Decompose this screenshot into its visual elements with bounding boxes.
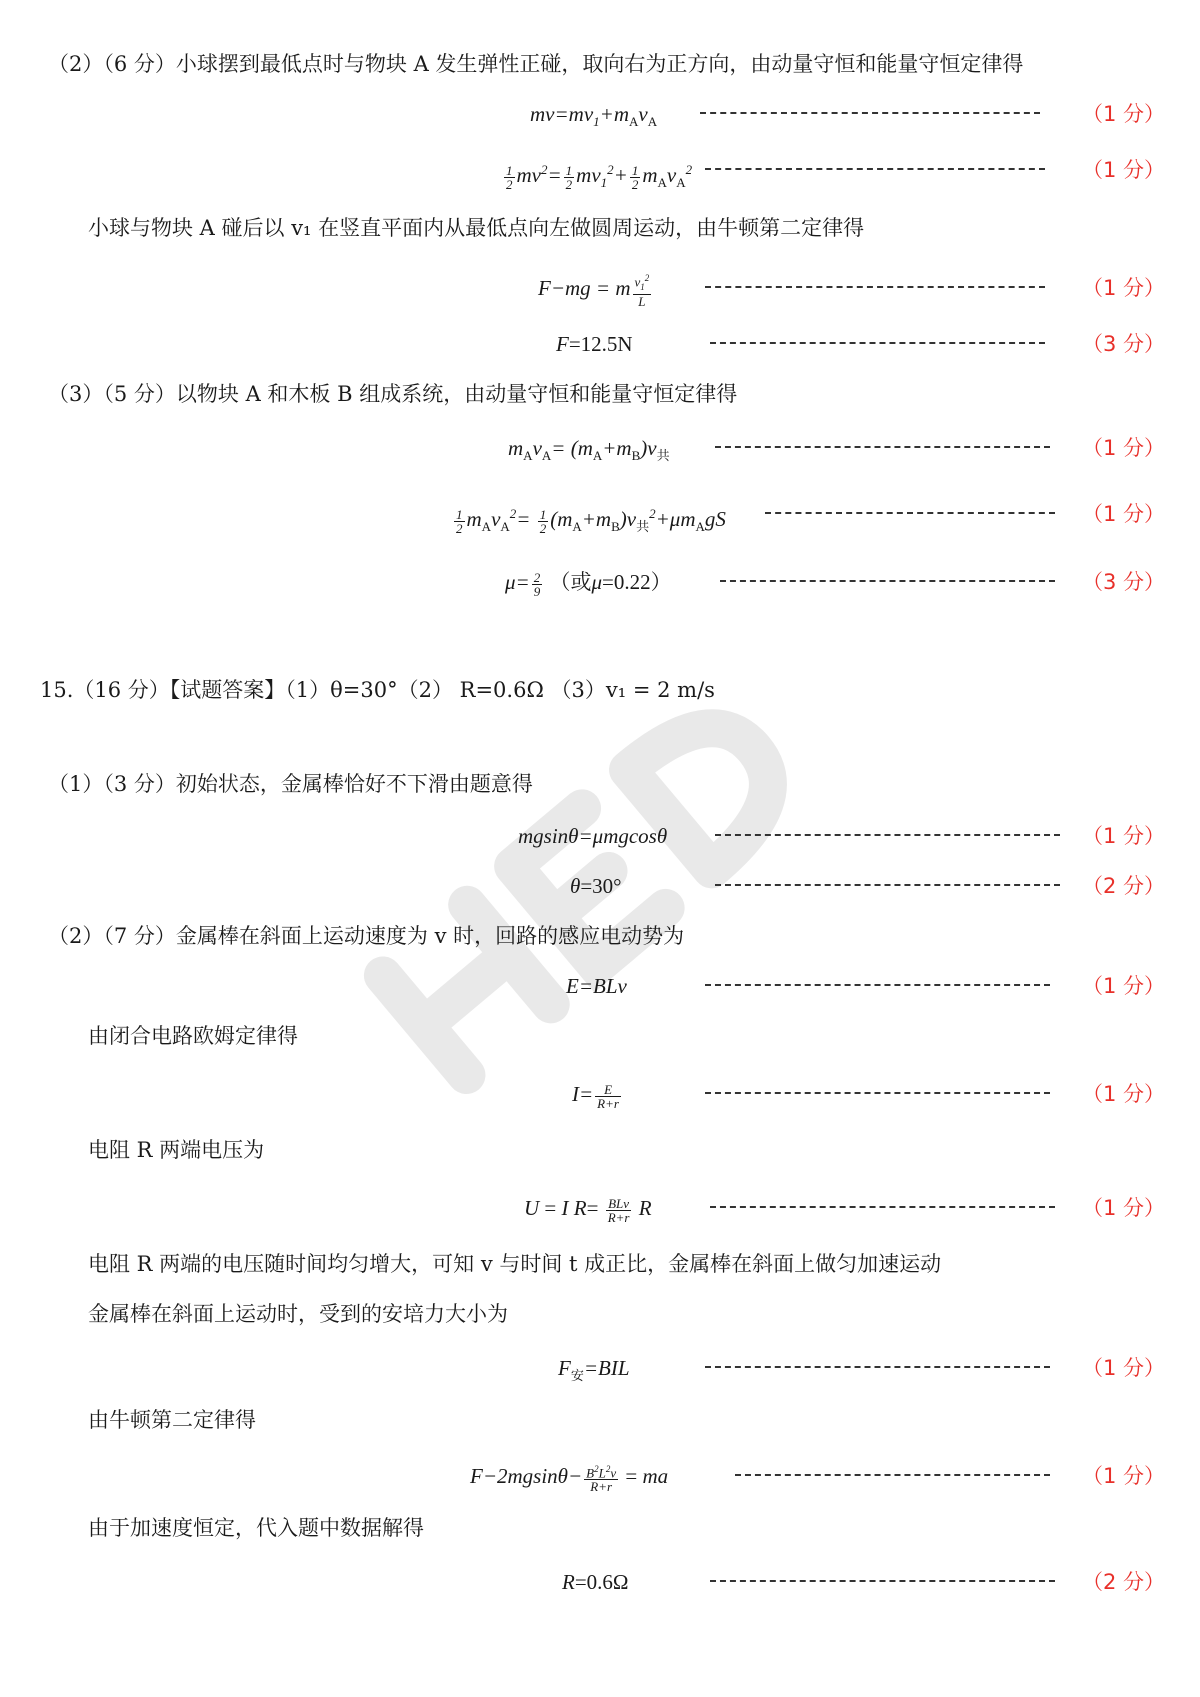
dash-leader xyxy=(715,834,1060,836)
score-label: （1 分） xyxy=(1082,502,1166,526)
p2-heading-line xyxy=(0,44,1200,84)
formula-common-momentum: $m_Av_A= (m_A+m_B)v_共$ xyxy=(508,436,670,464)
formula-line-3 xyxy=(0,268,1200,308)
score-label: （1 分） xyxy=(1082,1196,1166,1220)
solve-line xyxy=(0,1508,1200,1548)
formula-line-2 xyxy=(0,150,1200,190)
formula-energy: $\frac{1}{2}$ $mv^2=$ $\frac{1}{2}$ $mv_1^2+$ $\frac{1}{2}$ $m_Av_A^2$ xyxy=(506,162,693,192)
formula-line-14 xyxy=(0,1456,1200,1496)
uniform-line xyxy=(0,1244,1200,1284)
q15-heading: 15.（16 分）【试题答案】（1）θ=30°（2） R=0.6Ω （3）v₁ = 2 m/s xyxy=(40,678,715,702)
formula-tension: F=12.5N xyxy=(556,332,633,356)
score-label: （2 分） xyxy=(1082,1570,1166,1594)
dash-leader xyxy=(765,512,1055,514)
voltage-line xyxy=(0,1130,1200,1170)
formula-resistance: R=0.6Ω xyxy=(562,1570,629,1594)
dash-leader xyxy=(705,984,1050,986)
p2-after-text: 小球与物块 A 碰后以 v₁ 在竖直平面内从最低点向左做圆周运动，由牛顿第二定律得 xyxy=(88,216,865,240)
formula-ampere-force: $F_安=BIL$ xyxy=(558,1356,630,1384)
score-label: （1 分） xyxy=(1082,824,1166,848)
formula-line-8 xyxy=(0,816,1200,856)
dash-leader xyxy=(705,1366,1050,1368)
dash-leader xyxy=(715,884,1060,886)
score-label: （1 分） xyxy=(1082,1356,1166,1380)
score-label: （1 分） xyxy=(1082,1464,1166,1488)
dash-leader xyxy=(735,1474,1050,1476)
formula-newton: F−2mgsinθ− $\frac{B^2L^2v}{R+r}$ = ma xyxy=(470,1464,669,1495)
formula-current: I= $\frac{E}{R+r}$ xyxy=(572,1081,619,1111)
dash-leader xyxy=(705,286,1045,288)
dash-leader xyxy=(710,1206,1055,1208)
score-label: （1 分） xyxy=(1082,158,1166,182)
score-label: （1 分） xyxy=(1082,436,1166,460)
score-label: （1 分） xyxy=(1082,1082,1166,1106)
formula-line-9 xyxy=(0,866,1200,906)
score-label: （1 分） xyxy=(1082,276,1166,300)
formula-line-12 xyxy=(0,1188,1200,1228)
formula-line-6 xyxy=(0,494,1200,534)
formula-line-4 xyxy=(0,324,1200,364)
formula-line-7 xyxy=(0,562,1200,602)
formula-friction-energy: $\frac{1}{2}$ $m_Av_A^2=$ $\frac{1}{2}$ $(m_A+m_B)v_共^2+\mu m_AgS$ xyxy=(456,506,726,536)
uniform-text: 电阻 R 两端的电压随时间均匀增大，可知 v 与时间 t 成正比，金属棒在斜面上做匀加速运动 xyxy=(88,1252,942,1276)
score-label: （2 分） xyxy=(1082,874,1166,898)
q15-2-heading: （2）（7 分）金属棒在斜面上运动速度为 v 时，回路的感应电动势为 xyxy=(48,924,685,948)
formula-mu: μ= $\frac{2}{9}$ （或μ=0.22） xyxy=(505,569,672,599)
dash-leader xyxy=(715,446,1050,448)
ohm-line xyxy=(0,1016,1200,1056)
formula-line-1 xyxy=(0,94,1200,134)
formula-emf: E=BLv xyxy=(566,974,627,998)
formula-circular: F−mg = m $\frac{v_1^2}{L}$ xyxy=(538,273,650,310)
score-label: （3 分） xyxy=(1082,570,1166,594)
formula-line-15 xyxy=(0,1562,1200,1602)
dash-leader xyxy=(700,112,1040,114)
q15-1-heading-line xyxy=(0,764,1200,804)
voltage-text: 电阻 R 两端电压为 xyxy=(88,1138,265,1162)
dash-leader xyxy=(705,168,1045,170)
p2-after-line xyxy=(0,208,1200,248)
score-label: （1 分） xyxy=(1082,974,1166,998)
formula-voltage: U = I R= $\frac{\text{BLv}}{R+r}$ R xyxy=(524,1195,652,1225)
ampere-text: 金属棒在斜面上运动时，受到的安培力大小为 xyxy=(88,1302,508,1326)
formula-momentum: $mv=mv_1+m_Av_A$ xyxy=(530,102,658,130)
formula-line-11 xyxy=(0,1074,1200,1114)
dash-leader xyxy=(710,342,1045,344)
ampere-line xyxy=(0,1294,1200,1334)
score-label: （3 分） xyxy=(1082,332,1166,356)
dash-leader xyxy=(720,580,1055,582)
formula-line-13 xyxy=(0,1348,1200,1388)
score-label: （1 分） xyxy=(1082,102,1166,126)
p2-heading: （2）（6 分）小球摆到最低点时与物块 A 发生弹性正碰，取向右为正方向，由动量守恒和能量守恒定律得 xyxy=(48,52,1024,76)
formula-theta: θ=30° xyxy=(570,874,622,898)
formula-static-friction: mgsinθ=μmgcosθ xyxy=(518,824,668,848)
formula-line-5 xyxy=(0,428,1200,468)
q15-1-heading: （1）（3 分）初始状态，金属棒恰好不下滑由题意得 xyxy=(48,772,533,796)
p3-heading-line xyxy=(0,374,1200,414)
q15-heading-line xyxy=(0,670,1200,710)
newton2-text: 由牛顿第二定律得 xyxy=(88,1408,256,1432)
dash-leader xyxy=(710,1580,1055,1582)
q15-2-heading-line xyxy=(0,916,1200,956)
dash-leader xyxy=(705,1092,1050,1094)
p3-heading: （3）（5 分）以物块 A 和木板 B 组成系统，由动量守恒和能量守恒定律得 xyxy=(48,382,738,406)
ohm-text: 由闭合电路欧姆定律得 xyxy=(88,1024,298,1048)
newton2-line xyxy=(0,1400,1200,1440)
formula-line-10 xyxy=(0,966,1200,1006)
solve-text: 由于加速度恒定，代入题中数据解得 xyxy=(88,1516,424,1540)
